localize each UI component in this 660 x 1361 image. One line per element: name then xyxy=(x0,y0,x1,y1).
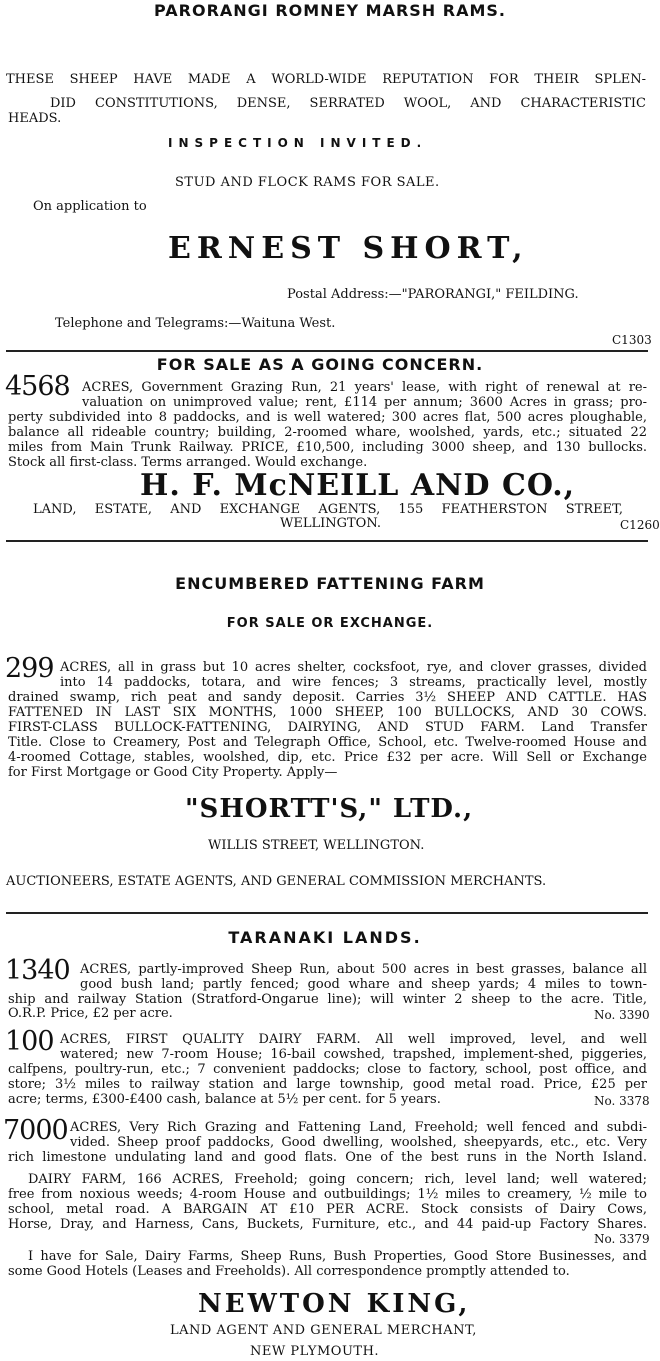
ad3-number: 299 xyxy=(5,653,54,684)
ad2-line: Stock all first-class. Terms arranged. Would exchange. xyxy=(8,455,368,470)
ad1-telephone: Telephone and Telegrams:—Waituna West. xyxy=(55,316,336,331)
ad4-item2-line: store; 3½ miles to railway station and large township, good metal road. Price, £25 per xyxy=(8,1077,647,1092)
ad2-line: miles from Main Trunk Railway. PRICE, £10,500, including 3000 sheep, and 130 bullocks. xyxy=(8,440,647,455)
ad4-item2-ref: No. 3378 xyxy=(594,1094,650,1108)
ad1-stud: STUD AND FLOCK RAMS FOR SALE. xyxy=(175,175,440,190)
ad3-desc: AUCTIONEERS, ESTATE AGENTS, AND GENERAL COMMISSION MERCHANTS. xyxy=(6,874,547,889)
ad4-town: NEW PLYMOUTH. xyxy=(250,1344,380,1359)
divider xyxy=(6,350,648,352)
ad4-closing-line: I have for Sale, Dairy Farms, Sheep Runs, Bush Properties, Good Store Businesses, and xyxy=(28,1249,647,1264)
ad4-closing-line: some Good Hotels (Leases and Freeholds). All correspondence promptly attended to. xyxy=(8,1264,570,1279)
ad4-item4-line: Horse, Dray, and Harness, Cans, Buckets, Furniture, etc., and 44 paid-up Factory Shares. xyxy=(8,1217,647,1232)
ad1-body-2: DID CONSTITUTIONS, DENSE, SERRATED WOOL, AND CHARACTERISTIC xyxy=(50,96,646,111)
ad4-item1-ref: No. 3390 xyxy=(594,1008,650,1022)
ad2-number: 4568 xyxy=(5,371,70,402)
ad4-item4-line: school, metal road. A BARGAIN AT £10 PER ACRE. Stock consists of Dairy Cows, xyxy=(8,1202,647,1217)
ad2-address2: WELLINGTON. xyxy=(280,516,382,531)
ad4-item3-number: 7000 xyxy=(3,1115,68,1146)
ad2-address1: LAND, ESTATE, AND EXCHANGE AGENTS, 155 FEATHERSTON STREET, xyxy=(33,502,623,517)
ad4-agent: NEWTON KING, xyxy=(198,1289,471,1319)
ad1-body-line xyxy=(50,96,646,111)
ad2-line: perty subdivided into 8 paddocks, and is well watered; 300 acres flat, 500 acres ploughable, xyxy=(8,410,647,425)
ad4-item3-line: rich limestone undulating land and good flats. One of the best runs in the North Island. xyxy=(8,1150,647,1165)
ad1-body-line xyxy=(6,72,646,87)
ad4-item2-line: calfpens, poultry-run, etc.; 7 convenient paddocks; close to factory, school, post office, and xyxy=(8,1062,647,1077)
ad3-agent: "SHORTT'S," LTD., xyxy=(185,794,474,824)
ad4-item4-line: free from noxious weeds; 4-room House and outbuildings; 1½ miles to creamery, ½ mile to xyxy=(8,1187,647,1202)
ad3-line: FATTENED IN LAST SIX MONTHS, 1000 SHEEP, 100 BULLOCKS, AND 30 COWS. xyxy=(8,705,647,720)
ad3-line: drained swamp, rich peat and sandy deposit. Carries 3½ SHEEP AND CATTLE. HAS xyxy=(8,690,647,705)
ad1-heading: PARORANGI ROMNEY MARSH RAMS. xyxy=(154,1,506,20)
ad4-desc: LAND AGENT AND GENERAL MERCHANT, xyxy=(170,1323,477,1338)
ad4-item1-line: ACRES, partly-improved Sheep Run, about 500 acres in best grasses, balance all xyxy=(80,962,647,977)
ad4-item1-line: good bush land; partly fenced; good whare and sheep yards; 4 miles to town- xyxy=(80,977,647,992)
ad1-postal: Postal Address:—"PARORANGI," FEILDING. xyxy=(287,287,579,302)
ad3-line: FIRST-CLASS BULLOCK-FATTENING, DAIRYING, AND STUD FARM. Land Transfer xyxy=(8,720,647,735)
ad3-line: 4-roomed Cottage, stables, woolshed, dip, etc. Price £32 per acre. Will Sell or Exchange xyxy=(8,750,647,765)
ad4-item2-line: acre; terms, £300-£400 cash, balance at 5½ per cent. for 5 years. xyxy=(8,1092,441,1107)
ad4-item4-ref: No. 3379 xyxy=(594,1232,650,1246)
ad1-body-3: HEADS. xyxy=(8,111,62,126)
ad1-body-1: THESE SHEEP HAVE MADE A WORLD-WIDE REPUTATION FOR THEIR SPLEN- xyxy=(6,72,646,87)
ad4-item2-number: 100 xyxy=(5,1026,54,1057)
ad2-agent: H. F. McNEILL AND CO., xyxy=(140,468,576,503)
ad4-item2-line: ACRES, FIRST QUALITY DAIRY FARM. All well improved, level, and well xyxy=(60,1032,647,1047)
ad2-line: valuation on unimproved value; rent, £114 per annum; 3600 Acres in grass; pro- xyxy=(82,395,647,410)
ad4-item3-line: vided. Sheep proof paddocks, Good dwelling, woolshed, sheepyards, etc., etc. Very xyxy=(70,1135,647,1150)
ad2-line: ACRES, Government Grazing Run, 21 years' lease, with right of renewal at re- xyxy=(82,380,647,395)
ad2-line: balance all rideable country; building, 2-roomed whare, woolshed, yards, etc.; situated 22 xyxy=(8,425,647,440)
ad4-item1-line: ship and railway Station (Stratford-Ongarue line); will winter 2 sheep to the acre. Title, xyxy=(8,992,647,1007)
ad2-ref: C1260 xyxy=(620,518,660,532)
ad3-street: WILLIS STREET, WELLINGTON. xyxy=(208,838,425,853)
ad1-name: ERNEST SHORT, xyxy=(168,231,529,266)
ad4-item3-line: ACRES, Very Rich Grazing and Fattening Land, Freehold; well fenced and subdi- xyxy=(70,1120,647,1135)
ad3-sub: FOR SALE OR EXCHANGE. xyxy=(226,616,434,631)
ad4-item4-line: DAIRY FARM, 166 ACRES, Freehold; going concern; rich, level land; well watered; xyxy=(28,1172,647,1187)
ad2-heading: FOR SALE AS A GOING CONCERN. xyxy=(156,355,484,374)
ad3-line: into 14 paddocks, totara, and wire fences; 3 streams, practically level, mostly xyxy=(60,675,647,690)
divider xyxy=(6,912,648,914)
ad1-ref: C1303 xyxy=(612,333,652,347)
ad4-item2-line: watered; new 7-room House; 16-bail cowshed, trapshed, implement-shed, piggeries, xyxy=(60,1047,647,1062)
ad1-application: On application to xyxy=(33,199,147,214)
ad1-inspection: INSPECTION INVITED. xyxy=(168,136,428,150)
ad3-line: ACRES, all in grass but 10 acres shelter, cocksfoot, rye, and clover grasses, divided xyxy=(60,660,647,675)
ad3-line: Title. Close to Creamery, Post and Telegraph Office, School, etc. Twelve-roomed House and xyxy=(8,735,647,750)
divider xyxy=(6,540,648,542)
ad3-heading: ENCUMBERED FATTENING FARM xyxy=(175,574,485,593)
ad3-line: for First Mortgage or Good City Property. Apply— xyxy=(8,765,338,780)
ad4-item1-number: 1340 xyxy=(5,955,70,986)
ad4-item1-line: O.R.P. Price, £2 per acre. xyxy=(8,1006,173,1021)
ad4-heading: TARANAKI LANDS. xyxy=(228,928,422,947)
